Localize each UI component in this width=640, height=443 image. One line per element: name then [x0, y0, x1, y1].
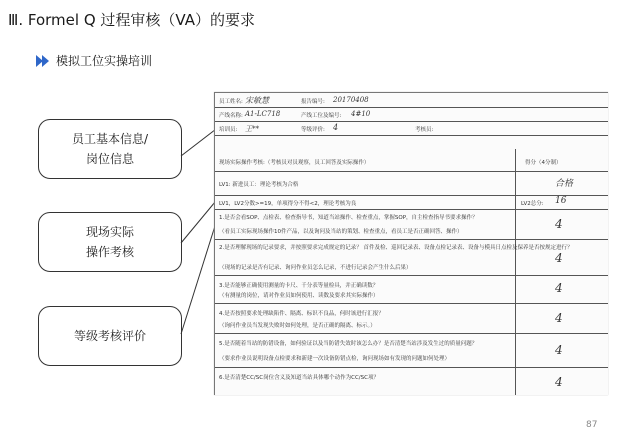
- lv1-text: LV1: 新进员工：理论考核为合格: [219, 182, 299, 188]
- subtitle: 模拟工位实操培训: [56, 54, 153, 68]
- question-row-3: [215, 275, 608, 304]
- form-row-trainer: [215, 121, 608, 136]
- station-value: 4#10: [351, 110, 371, 118]
- question-row-2: [215, 239, 608, 276]
- question-4-note: （询问作业员当发现失败时如何处理，是否正确的隔离、标示。）: [219, 323, 376, 329]
- question-1-note: （看员工实际现场操作10件产品，以及询问及当站的策划、检查重点，看员工是否正确回答、操作）: [219, 229, 463, 235]
- report-no-value: 20170408: [333, 96, 369, 104]
- score-3: 4: [555, 281, 563, 295]
- trainer-value: 王**: [245, 125, 259, 133]
- score-1: 4: [555, 217, 563, 231]
- question-2: 2.是否理解现场的记录要求，并按照要求完成规定的记录？ 首件及检、巡回记录表、设备点检记录表、设备与模具日点检及保养是否按规定进行？: [219, 245, 573, 251]
- employee-name-label: 员工姓名:: [219, 99, 243, 105]
- question-row-6: [215, 367, 608, 395]
- form-header-row: [215, 149, 608, 172]
- report-no-label: 报告编号:: [301, 99, 325, 105]
- employee-name-value: 宋敏慧: [245, 96, 269, 105]
- question-1: 1.是否会看SOP、点检表、检查指导书，知道当站操作、检查重点，掌握SOP，自主检查指导书要求操作？: [219, 215, 478, 221]
- question-row-1: [215, 209, 608, 240]
- lv2-score-label: LV2总分:: [521, 201, 544, 207]
- line-no-label: 产线名称:: [219, 113, 243, 119]
- level-evaluation-line1: 等级考核评价: [73, 329, 146, 343]
- form-row-line: [215, 107, 608, 122]
- page-title: Ⅲ. Formel Q 过程审核（VA）的要求: [8, 11, 255, 29]
- question-row-5: [215, 333, 608, 368]
- level-value: 4: [333, 123, 339, 132]
- lv1-row: [215, 171, 608, 196]
- onsite-assessment-line1: 现场实际: [85, 225, 134, 239]
- station-label: 产线工位及编号:: [301, 113, 342, 119]
- lv2-row: [215, 195, 608, 210]
- question-5-note: （要求作业员说明设备点检要求和新建一次设备防错点检，询问现场如有发现的问题如何处理）: [219, 356, 451, 362]
- question-6: 6.是否清楚CC/SC岗位含义及知道当站具体哪个动作为CC/SC项？: [219, 375, 379, 381]
- employee-info-line2: 岗位信息: [85, 152, 134, 166]
- score-2: 4: [555, 251, 563, 265]
- employee-info-line1: 员工基本信息/: [71, 132, 149, 146]
- score-6: 4: [555, 375, 563, 389]
- question-3: 3.是否能够正确使用测量的卡尺、千分表等量检具，并正确读数？: [219, 283, 379, 289]
- question-5: 5.是否随着当站的防错设备，如何验证以及当防错失效时该怎么办？是否清楚当站涉及发生过的质量问题？: [219, 341, 478, 347]
- score-header: 得分（4分制）: [525, 160, 562, 166]
- lv1-score: 合格: [555, 179, 574, 189]
- assessment-form: [214, 92, 608, 395]
- question-row-4: [215, 303, 608, 334]
- score-5: 4: [555, 343, 563, 357]
- question-4: 4.是否按照要求处理缺陷件、隔离、标识不良品，何时该进行汇报？: [219, 311, 384, 317]
- trainer-label: 培训员:: [219, 127, 238, 133]
- lv2-score-value: 16: [555, 196, 567, 206]
- level-label: 等级评价:: [301, 127, 325, 133]
- onsite-assessment-line2: 操作考核: [85, 245, 134, 259]
- score-4: 4: [555, 311, 563, 325]
- question-2-note: （现场的记录是否有记录、询问作业员怎么记录，不进行记录会产生什么后果）: [219, 265, 412, 271]
- form-row-name: [215, 93, 608, 108]
- content-header: 现场实际操作考核:（考核员对员观察，员工回答及实际操作）: [219, 160, 370, 166]
- lv2-text: LV1，LV2分数>=19，单项得分不得<2，理论考核为良: [219, 201, 357, 207]
- assessor-label: 考核员:: [415, 127, 434, 133]
- page-number: 87: [586, 420, 598, 430]
- question-3-note: （有测量的岗位，请对作业员如何使用、读数及要求其实际操作）: [219, 293, 379, 299]
- line-no-value: A1-LC718: [245, 110, 281, 118]
